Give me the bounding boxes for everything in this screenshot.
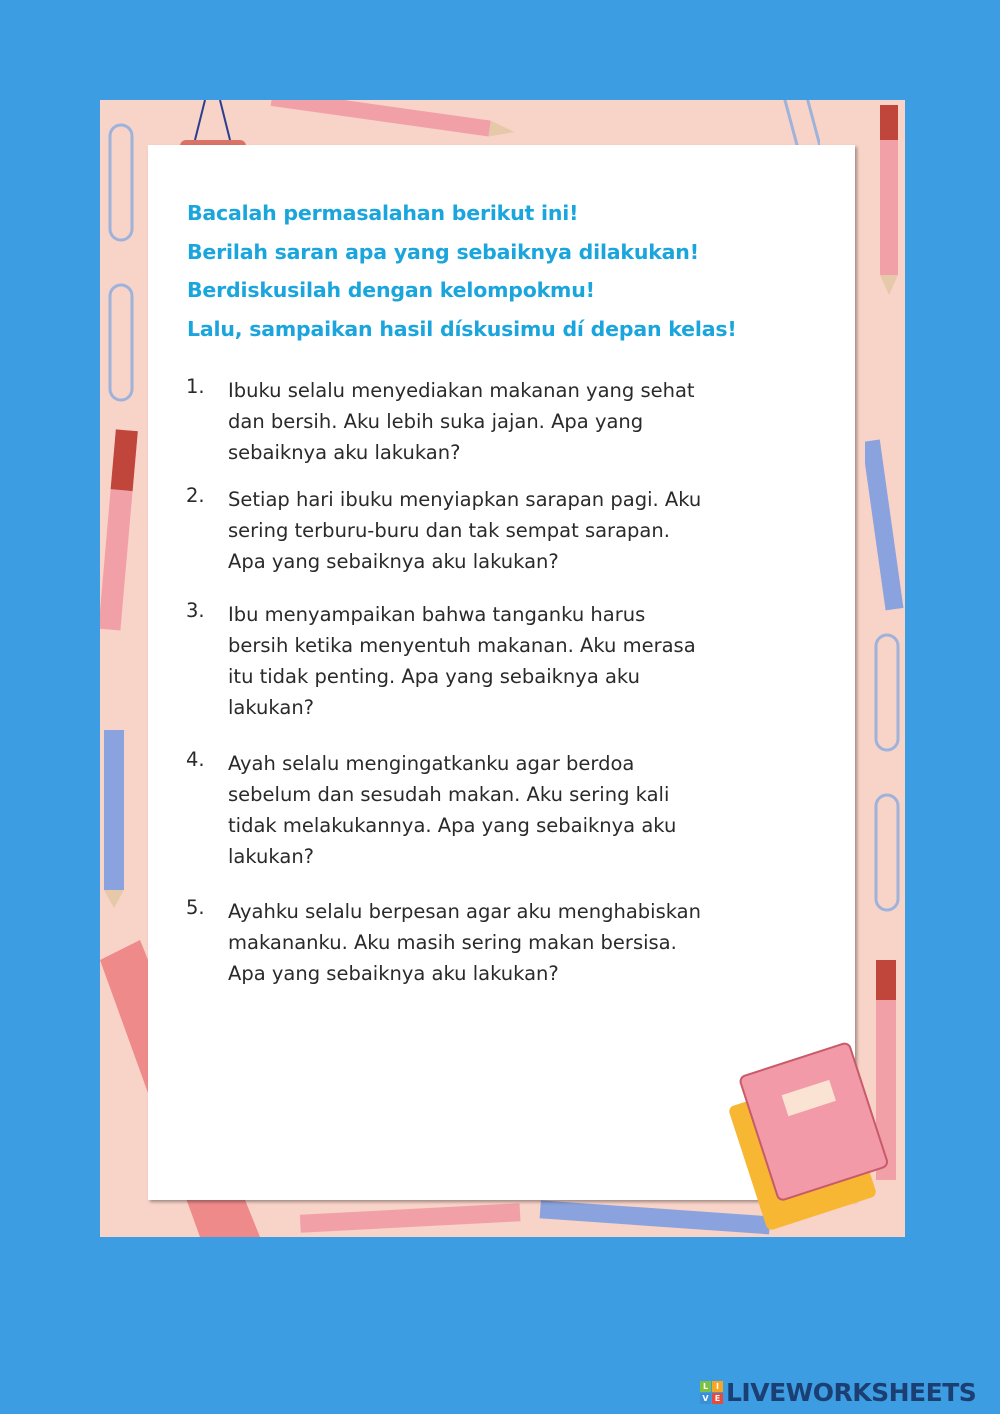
pen-left-icon — [100, 420, 140, 650]
logo-badge-icon: L I V E — [700, 1381, 723, 1404]
question-number: 2. — [186, 484, 205, 507]
pencil-bottom-icon — [300, 1195, 530, 1237]
instruction-line: Berilah saran apa yang sebaiknya dilakukan! — [187, 239, 699, 264]
question-line: tidak melakukannya. Apa yang sebaiknya aku — [228, 814, 677, 837]
question-line: lakukan? — [228, 845, 315, 868]
pen-left-blue-icon — [100, 720, 140, 910]
liveworksheets-logo — [700, 1378, 976, 1407]
question-line: Ayahku selalu berpesan agar aku menghabiskan — [228, 900, 701, 923]
question-number: 4. — [186, 748, 205, 771]
logo-text: LIVEWORKSHEETS — [726, 1378, 977, 1407]
question-line: makananku. Aku masih sering makan bersisa. — [228, 931, 677, 954]
question-number: 5. — [186, 896, 205, 919]
paperclip-icon — [870, 790, 905, 920]
question-line: Ayah selalu mengingatkanku agar berdoa — [228, 752, 635, 775]
notebooks-icon — [715, 1040, 895, 1230]
question-line: sebelum dan sesudah makan. Aku sering kali — [228, 783, 670, 806]
question-line: sebaiknya aku lakukan? — [228, 441, 461, 464]
question-line: Ibu menyampaikan bahwa tanganku harus — [228, 603, 646, 626]
question-line: itu tidak penting. Apa yang sebaiknya aku — [228, 665, 640, 688]
question-line: Ibuku selalu menyediakan makanan yang sehat — [228, 379, 695, 402]
question-line: lakukan? — [228, 696, 315, 719]
question-line: dan bersih. Aku lebih suka jajan. Apa yang — [228, 410, 644, 433]
question-line: Setiap hari ibuku menyiapkan sarapan pagi. Aku — [228, 488, 702, 511]
question-number: 1. — [186, 375, 205, 398]
instruction-line: Lalu, sampaikan hasil dískusimu dí depan kelas! — [187, 316, 737, 341]
question-line: bersih ketika menyentuh makanan. Aku merasa — [228, 634, 696, 657]
paperclip-icon — [870, 630, 905, 760]
question-number: 3. — [186, 599, 205, 622]
paperclip-icon — [102, 120, 142, 250]
pen-right-icon — [865, 420, 905, 620]
worksheet-page — [100, 100, 905, 1237]
question-line: sering terburu-buru dan tak sempat sarapan. — [228, 519, 670, 542]
instructions — [187, 198, 737, 352]
instruction-line: Berdiskusilah dengan kelompokmu! — [187, 278, 595, 302]
pencil-right-icon — [870, 100, 905, 300]
pencil-top-icon — [270, 100, 530, 140]
question-line: Apa yang sebaiknya aku lakukan? — [228, 962, 559, 985]
instruction-line: Bacalah permasalahan berikut ini! — [187, 201, 579, 225]
question-line: Apa yang sebaiknya aku lakukan? — [228, 550, 559, 573]
paperclip-icon — [102, 280, 142, 410]
